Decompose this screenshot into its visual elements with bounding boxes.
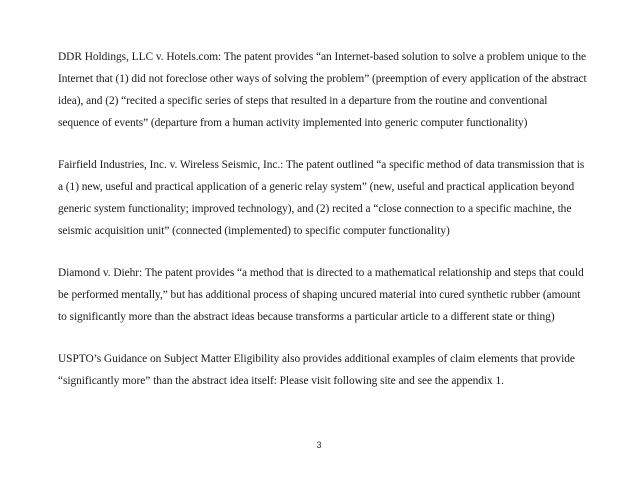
paragraph-diamond-v-diehr: Diamond v. Diehr: The patent provides “a method that is directed to a mathematical relationship and steps that could be performed mentally,” but has additional process of shaping uncured material into cured synthetic rubber (amount to significantly more than the abstract ideas because transforms a particular article to a different state or thing) xyxy=(58,267,584,323)
paragraph-ddr-holdings: DDR Holdings, LLC v. Hotels.com: The patent provides “an Internet-based solution to solve a problem unique to the Internet that (1) did not foreclose other ways of solving the problem” (preemption of every application of the abstract idea), and (2) “recited a specific series of steps that resulted in a departure from the routine and conventional sequence of events” (departure from a human activity implemented into generic computer functionality) xyxy=(58,51,587,129)
paragraph-fairfield-industries: Fairfield Industries, Inc. v. Wireless Seismic, Inc.: The patent outlined “a specific method of data transmission that is a (1) new, useful and practical application of a generic relay system” (new, useful and practical application beyond generic system functionality; improved technology), and (2) recited a “close connection to a specific machine, the seismic acquisition unit” (connected (implemented) to specific computer functionality) xyxy=(58,159,585,237)
document-body xyxy=(58,46,588,392)
paragraph-uspto-guidance: USPTO’s Guidance on Subject Matter Eligibility also provides additional examples of claim elements that provide “significantly more” than the abstract idea itself: Please visit following site and see the appendix 1. xyxy=(58,353,575,387)
page-number: 3 xyxy=(316,440,322,450)
